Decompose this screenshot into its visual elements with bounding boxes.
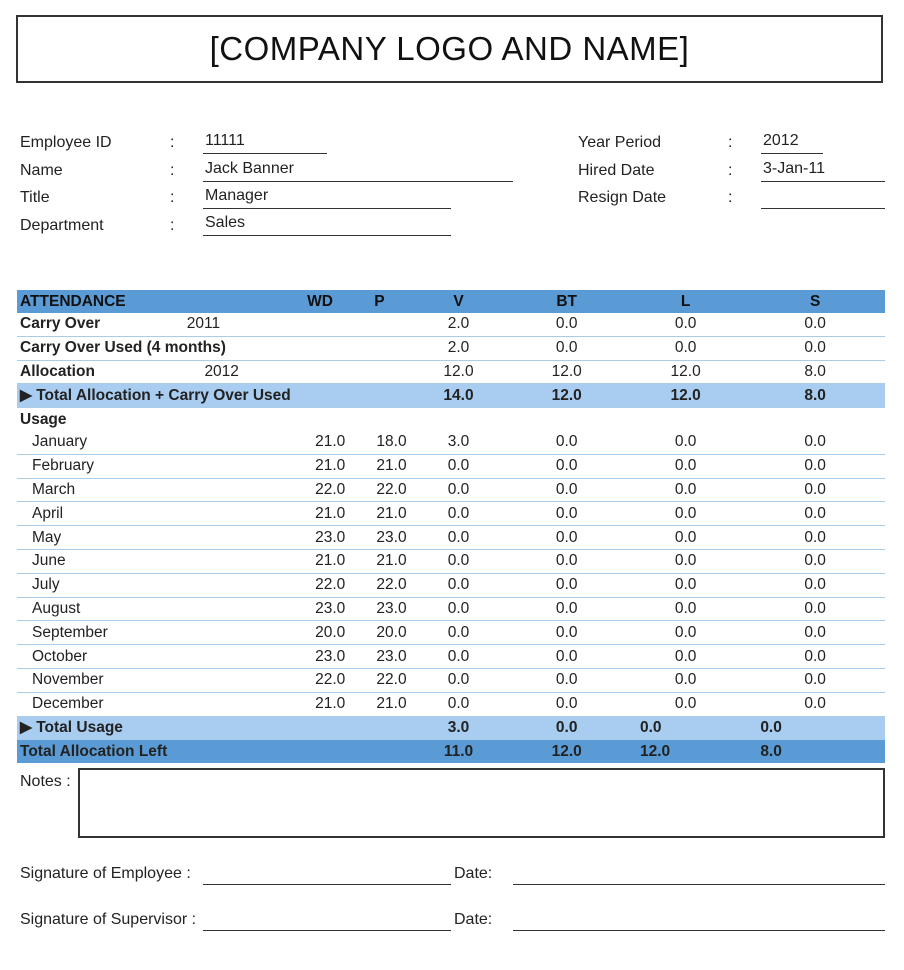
month-row (17, 549, 885, 573)
cell-l: 0.0 (626, 478, 745, 502)
cell-bt: 0.0 (507, 478, 626, 502)
employee-id-label: Employee ID (20, 134, 112, 151)
header-p: P (349, 290, 409, 313)
cell-v: 0.0 (410, 502, 508, 526)
cell-l: 0.0 (626, 313, 745, 336)
cell-v: 3.0 (410, 716, 508, 740)
row-label: ▶ Total Usage (17, 716, 291, 740)
cell-v: 0.0 (410, 597, 508, 621)
cell-wd: 22.0 (291, 573, 350, 597)
month-row (17, 668, 885, 692)
cell-s: 0.0 (745, 573, 885, 597)
cell-bt: 0.0 (507, 454, 626, 478)
cell-p: 21.0 (349, 692, 409, 716)
cell-p: 23.0 (349, 645, 409, 669)
cell-s: 0.0 (745, 431, 885, 454)
month-name: May (17, 526, 291, 550)
cell-v: 0.0 (410, 573, 508, 597)
month-row (17, 431, 885, 454)
cell-v: 12.0 (410, 360, 508, 384)
month-name: June (17, 549, 291, 573)
month-row (17, 526, 885, 550)
cell-wd: 23.0 (291, 526, 350, 550)
resign-date-field[interactable] (761, 187, 885, 209)
cell-s: 0.0 (745, 454, 885, 478)
cell-p: 21.0 (349, 549, 409, 573)
cell-s: 0.0 (745, 526, 885, 550)
row-year: 2011 (186, 315, 221, 333)
cell-l: 0.0 (626, 502, 745, 526)
cell-v: 0.0 (410, 526, 508, 550)
colon: : (170, 162, 175, 179)
row-label: Allocation 2012 (17, 360, 291, 384)
company-logo-box (16, 15, 883, 83)
signature-employee-line[interactable] (203, 883, 451, 885)
cell-v: 0.0 (410, 621, 508, 645)
month-name: September (17, 621, 291, 645)
month-name: July (17, 573, 291, 597)
table-header-row (17, 290, 885, 313)
cell-wd: 22.0 (291, 668, 350, 692)
employee-id-field[interactable]: 11111 (203, 132, 327, 154)
cell-wd: 21.0 (291, 502, 350, 526)
month-name: October (17, 645, 291, 669)
cell-s: 0.0 (745, 502, 885, 526)
cell-v: 2.0 (410, 313, 508, 336)
title-field[interactable]: Manager (203, 187, 451, 209)
allocation-row (17, 360, 885, 384)
month-row (17, 645, 885, 669)
cell-wd: 21.0 (291, 431, 350, 454)
colon: : (170, 189, 175, 206)
row-label: Total Allocation Left (17, 740, 291, 763)
header-attendance: ATTENDANCE (17, 290, 291, 313)
cell-bt: 0.0 (507, 313, 626, 336)
cell-wd: 21.0 (291, 692, 350, 716)
month-row (17, 621, 885, 645)
notes-textarea[interactable] (78, 768, 885, 838)
signature-supervisor-label: Signature of Supervisor : (20, 911, 197, 928)
colon: : (728, 189, 733, 206)
attendance-table (17, 290, 885, 763)
cell-bt: 12.0 (507, 384, 626, 408)
cell-v: 0.0 (410, 692, 508, 716)
cell-bt: 0.0 (507, 573, 626, 597)
cell-v: 0.0 (410, 668, 508, 692)
month-row (17, 478, 885, 502)
cell-s: 8.0 (745, 360, 885, 384)
header-bt: BT (507, 290, 626, 313)
usage-row (17, 408, 885, 431)
row-year: 2012 (204, 362, 239, 380)
cell-wd: 21.0 (291, 454, 350, 478)
cell-l: 12.0 (626, 384, 745, 408)
cell-bt: 0.0 (507, 692, 626, 716)
cell-v: 0.0 (410, 549, 508, 573)
cell-s: 0.0 (745, 549, 885, 573)
row-label: Carry Over 2011 (17, 313, 291, 336)
hired-date-field[interactable]: 3-Jan-11 (761, 160, 885, 182)
date-employee-line[interactable] (513, 883, 885, 885)
cell-p: 18.0 (349, 431, 409, 454)
cell-s: 8.0 (745, 384, 885, 408)
cell-v: 0.0 (410, 478, 508, 502)
cell-s: 0.0 (745, 645, 885, 669)
resign-date-label: Resign Date (578, 189, 667, 206)
hired-date-label: Hired Date (578, 162, 655, 179)
notes-label: Notes : (20, 773, 71, 790)
cell-wd: 20.0 (291, 621, 350, 645)
month-row (17, 454, 885, 478)
total-usage-row (17, 716, 885, 740)
header-v: V (410, 290, 508, 313)
colon: : (728, 162, 733, 179)
cell-l: 0.0 (626, 573, 745, 597)
cell-bt: 12.0 (507, 740, 626, 763)
month-name: August (17, 597, 291, 621)
cell-l: 12.0 (626, 360, 745, 384)
year-period-field[interactable]: 2012 (761, 132, 823, 154)
title-label: Title (20, 189, 50, 206)
cell-v: 11.0 (410, 740, 508, 763)
cell-l: 0.0 (626, 526, 745, 550)
row-label: ▶ Total Allocation + Carry Over Used (17, 384, 291, 408)
cell-bt: 0.0 (507, 549, 626, 573)
cell-l: 0.0 (626, 597, 745, 621)
colon: : (728, 134, 733, 151)
cell-bt: 0.0 (507, 526, 626, 550)
cell-l: 0.0 (626, 549, 745, 573)
month-row (17, 597, 885, 621)
cell-bt: 0.0 (507, 431, 626, 454)
month-name: March (17, 478, 291, 502)
carry-over-row (17, 313, 885, 336)
cell-bt: 0.0 (507, 716, 626, 740)
header-l: L (626, 290, 745, 313)
usage-label: Usage (20, 410, 67, 428)
cell-l: 0.0 (626, 336, 745, 360)
month-name: January (17, 431, 291, 454)
cell-bt: 0.0 (507, 645, 626, 669)
cell-s: 8.0 (745, 740, 885, 763)
cell-l: 0.0 (626, 454, 745, 478)
cell-wd: 21.0 (291, 549, 350, 573)
month-row (17, 502, 885, 526)
department-label: Department (20, 217, 104, 234)
cell-bt: 0.0 (507, 668, 626, 692)
cell-wd: 23.0 (291, 645, 350, 669)
name-label: Name (20, 162, 63, 179)
cell-s: 0.0 (745, 478, 885, 502)
month-row (17, 692, 885, 716)
cell-bt: 12.0 (507, 360, 626, 384)
cell-s: 0.0 (745, 621, 885, 645)
cell-l: 0.0 (626, 716, 745, 740)
row-label: Carry Over Used (4 months) (17, 336, 291, 360)
cell-wd: 22.0 (291, 478, 350, 502)
date-label-employee: Date: (454, 865, 493, 882)
date-supervisor-line[interactable] (513, 929, 885, 931)
cell-bt: 0.0 (507, 621, 626, 645)
cell-p: 21.0 (349, 502, 409, 526)
cell-l: 0.0 (626, 692, 745, 716)
cell-l: 0.0 (626, 645, 745, 669)
company-name: [COMPANY LOGO AND NAME] (209, 30, 690, 67)
year-period-label: Year Period (578, 134, 662, 151)
cell-v: 14.0 (410, 384, 508, 408)
cell-wd: 23.0 (291, 597, 350, 621)
cell-s: 0.0 (745, 692, 885, 716)
cell-l: 12.0 (626, 740, 745, 763)
name-field[interactable]: Jack Banner (203, 160, 513, 182)
cell-l: 0.0 (626, 668, 745, 692)
cell-s: 0.0 (745, 313, 885, 336)
cell-s: 0.0 (745, 336, 885, 360)
date-label-supervisor: Date: (454, 911, 493, 928)
cell-l: 0.0 (626, 621, 745, 645)
month-name: February (17, 454, 291, 478)
cell-p: 23.0 (349, 526, 409, 550)
colon: : (170, 134, 175, 151)
cell-p: 22.0 (349, 478, 409, 502)
cell-s: 0.0 (745, 716, 885, 740)
cell-v: 0.0 (410, 454, 508, 478)
header-wd: WD (291, 290, 350, 313)
carry-over-used-row (17, 336, 885, 360)
signature-supervisor-line[interactable] (203, 929, 451, 931)
month-name: April (17, 502, 291, 526)
month-name: November (17, 668, 291, 692)
cell-l: 0.0 (626, 431, 745, 454)
cell-s: 0.0 (745, 668, 885, 692)
department-field[interactable]: Sales (203, 214, 451, 236)
cell-bt: 0.0 (507, 502, 626, 526)
month-name: December (17, 692, 291, 716)
cell-v: 3.0 (410, 431, 508, 454)
cell-p: 21.0 (349, 454, 409, 478)
cell-v: 0.0 (410, 645, 508, 669)
header-s: S (745, 290, 885, 313)
cell-bt: 0.0 (507, 336, 626, 360)
colon: : (170, 217, 175, 234)
signature-employee-label: Signature of Employee : (20, 865, 191, 882)
cell-p: 20.0 (349, 621, 409, 645)
cell-p: 23.0 (349, 597, 409, 621)
total-allocation-left-row (17, 740, 885, 763)
cell-bt: 0.0 (507, 597, 626, 621)
cell-p: 22.0 (349, 668, 409, 692)
cell-p: 22.0 (349, 573, 409, 597)
total-allocation-row (17, 384, 885, 408)
cell-s: 0.0 (745, 597, 885, 621)
month-row (17, 573, 885, 597)
cell-v: 2.0 (410, 336, 508, 360)
